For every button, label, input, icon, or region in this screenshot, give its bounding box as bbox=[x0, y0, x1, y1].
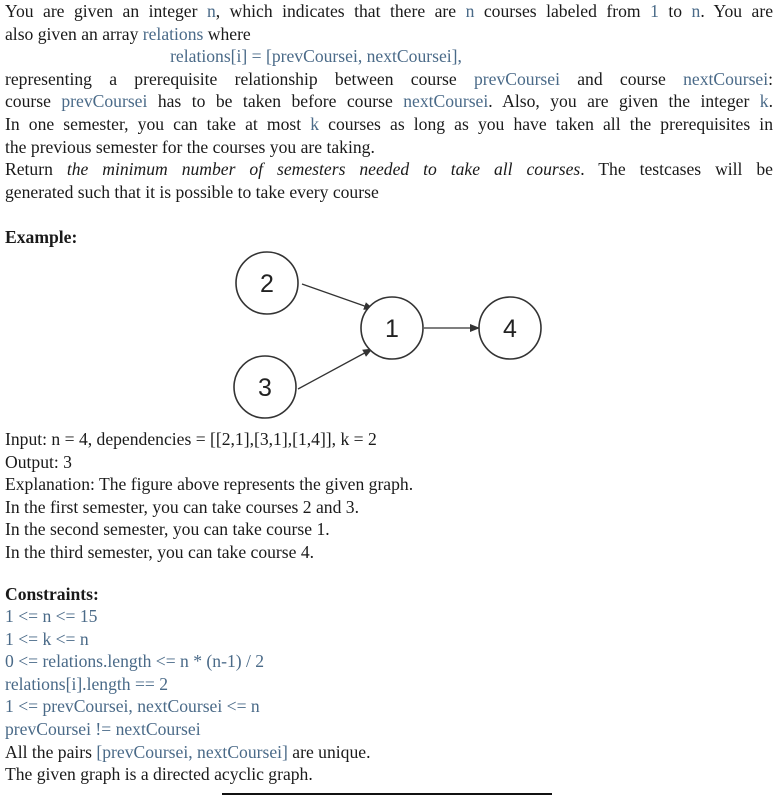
constraints-heading: Constraints: bbox=[5, 583, 99, 604]
code-prevcourse: prevCoursei bbox=[473, 68, 560, 89]
graph-node bbox=[234, 356, 296, 418]
constraint-item: 1 <= k <= n bbox=[5, 628, 89, 649]
code-n: n bbox=[691, 1, 701, 21]
explanation-line: In the first semester, you can take courses 2 and 3. bbox=[5, 496, 359, 517]
code-n: n bbox=[465, 1, 475, 21]
constraint-unique: All the pairs [prevCoursei, nextCoursei] are unique. bbox=[5, 741, 371, 762]
graph-node bbox=[479, 297, 541, 359]
node-label: 4 bbox=[503, 315, 517, 343]
graph-node bbox=[236, 252, 298, 314]
code-prevcourse: prevCoursei bbox=[61, 91, 148, 112]
edge-3-to-1 bbox=[298, 349, 372, 389]
code-n: n bbox=[206, 1, 216, 21]
example-graph bbox=[225, 246, 555, 426]
code-k: k bbox=[759, 91, 769, 112]
constraint-item: relations[i].length == 2 bbox=[5, 673, 168, 694]
return-phrase: the minimum number of semesters needed to take all courses bbox=[66, 159, 581, 180]
example-input: Input: n = 4, dependencies = [[2,1],[3,1],[1,4]], k = 2 bbox=[5, 428, 377, 449]
relations-formula: relations[i] = [prevCoursei, nextCoursei], bbox=[170, 46, 462, 67]
explanation-line: Explanation: The figure above represents the given graph. bbox=[5, 474, 414, 495]
intro-line-4: representing a prerequisite relationship between course prevCoursei and course nextCoursei: bbox=[5, 68, 774, 89]
example-output: Output: 3 bbox=[5, 451, 72, 472]
edge-2-to-1 bbox=[302, 284, 373, 309]
intro-line-8: Return the minimum number of semesters needed to take all courses. The testcases will be bbox=[5, 159, 773, 180]
node-label: 3 bbox=[258, 374, 272, 402]
example-heading: Example: bbox=[5, 227, 78, 248]
node-label: 1 bbox=[385, 315, 399, 343]
code-nextcourse: nextCoursei bbox=[403, 91, 489, 112]
intro-line-7: the previous semester for the courses you are taking. bbox=[5, 136, 375, 157]
intro-line-5: course prevCoursei has to be taken before course nextCoursei. Also, you are given the integer k. bbox=[5, 91, 773, 112]
intro-line-6: In one semester, you can take at most k courses as long as you have taken all the prerequisites in bbox=[5, 113, 773, 134]
code-one: 1 bbox=[650, 1, 659, 21]
code-relations: relations bbox=[142, 23, 204, 44]
constraint-item: prevCoursei != nextCoursei bbox=[5, 719, 201, 740]
intro-line-9: generated such that it is possible to take every course bbox=[5, 181, 379, 202]
explanation-line: In the third semester, you can take course 4. bbox=[5, 541, 315, 562]
node-label: 2 bbox=[260, 270, 274, 298]
code-nextcourse: nextCoursei bbox=[683, 68, 769, 89]
constraint-item: 1 <= prevCoursei, nextCoursei <= n bbox=[5, 696, 260, 717]
constraint-item: 0 <= relations.length <= n * (n-1) / 2 bbox=[5, 651, 265, 672]
intro-line-1: You are given an integer n, which indicates that there are n courses labeled from 1 to n. You are bbox=[5, 1, 774, 21]
constraint-item: 1 <= n <= 15 bbox=[5, 606, 98, 627]
code-pair: [prevCoursei, nextCoursei] bbox=[96, 741, 288, 762]
constraint-dag: The given graph is a directed acyclic graph. bbox=[5, 764, 313, 785]
graph-node bbox=[361, 297, 423, 359]
intro-line-2: also given an array relations where bbox=[5, 23, 251, 44]
explanation-line: In the second semester, you can take course 1. bbox=[5, 519, 330, 540]
code-k: k bbox=[310, 113, 320, 134]
